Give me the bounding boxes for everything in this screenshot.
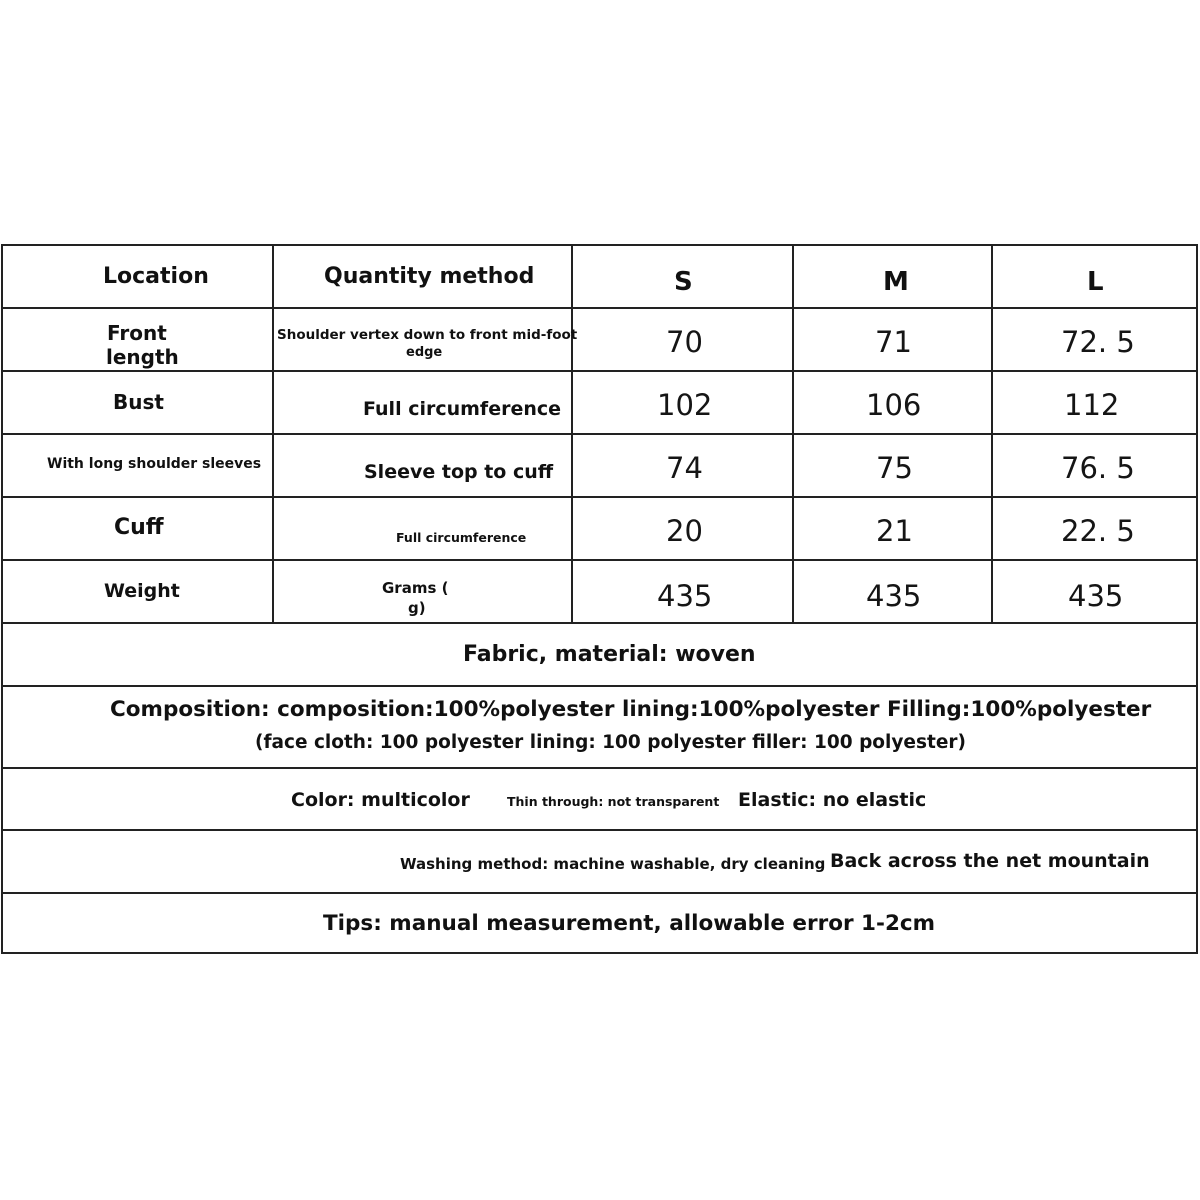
location-cell bbox=[3, 561, 274, 622]
location-cell bbox=[3, 372, 274, 433]
composition-subtext: (face cloth: 100 polyester lining: 100 polyester filler: 100 polyester) bbox=[255, 732, 966, 753]
color-text: Color: multicolor bbox=[291, 789, 470, 811]
thin-text: Thin through: not transparent bbox=[507, 794, 720, 809]
value-l: 435 bbox=[1068, 579, 1124, 613]
value-l: 22. 5 bbox=[1061, 514, 1135, 548]
value-s: 20 bbox=[666, 514, 703, 548]
method-label: Grams ( bbox=[382, 579, 449, 597]
header-cell-location bbox=[3, 246, 274, 307]
method-label: g) bbox=[408, 599, 426, 617]
table-row bbox=[3, 435, 1196, 498]
washing-row bbox=[3, 831, 1196, 894]
method-label: Shoulder vertex down to front mid-foot bbox=[277, 327, 578, 343]
composition-text: Composition: composition:100%polyester lining:100%polyester Filling:100%polyester bbox=[110, 697, 1152, 722]
location-label: Front bbox=[107, 321, 167, 345]
method-cell bbox=[274, 372, 573, 433]
table-row bbox=[3, 561, 1196, 624]
composition-row bbox=[3, 687, 1196, 769]
value-l-cell bbox=[993, 561, 1200, 622]
method-label: Sleeve top to cuff bbox=[364, 461, 554, 483]
value-s-cell bbox=[573, 435, 794, 496]
value-m: 435 bbox=[866, 579, 922, 613]
header-cell-method bbox=[274, 246, 573, 307]
value-s: 102 bbox=[657, 388, 713, 422]
location-label: Weight bbox=[104, 580, 180, 602]
header-method: Quantity method bbox=[324, 264, 535, 289]
value-s: 70 bbox=[666, 325, 703, 359]
value-s: 74 bbox=[666, 451, 703, 485]
value-l: 112 bbox=[1064, 388, 1120, 422]
color-row bbox=[3, 769, 1196, 831]
header-size-s: S bbox=[674, 267, 693, 297]
elastic-text: Elastic: no elastic bbox=[738, 789, 927, 811]
value-m-cell bbox=[794, 498, 993, 559]
header-location: Location bbox=[103, 264, 209, 289]
table-row bbox=[3, 309, 1196, 372]
value-l-cell bbox=[993, 309, 1200, 370]
value-m: 21 bbox=[876, 514, 913, 548]
header-cell-m bbox=[794, 246, 993, 307]
fabric-row bbox=[3, 624, 1196, 687]
washing-text: Washing method: machine washable, dry cleaning bbox=[400, 855, 826, 873]
fabric-text: Fabric, material: woven bbox=[463, 642, 756, 667]
size-chart-table bbox=[1, 244, 1198, 954]
table-header-row bbox=[3, 246, 1196, 309]
value-l: 72. 5 bbox=[1061, 325, 1135, 359]
value-l-cell bbox=[993, 372, 1200, 433]
method-label: Full circumference bbox=[363, 398, 562, 420]
header-cell-l bbox=[993, 246, 1200, 307]
value-s-cell bbox=[573, 498, 794, 559]
tips-row bbox=[3, 894, 1196, 954]
value-l: 76. 5 bbox=[1061, 451, 1135, 485]
location-label: Cuff bbox=[114, 515, 164, 540]
location-cell bbox=[3, 309, 274, 370]
value-m-cell bbox=[794, 435, 993, 496]
value-m-cell bbox=[794, 372, 993, 433]
method-cell bbox=[274, 309, 578, 370]
header-size-m: M bbox=[883, 267, 909, 297]
value-s-cell bbox=[573, 372, 794, 433]
value-s-cell bbox=[573, 309, 794, 370]
value-s: 435 bbox=[657, 579, 713, 613]
method-label: edge bbox=[406, 345, 443, 360]
location-cell bbox=[3, 435, 274, 496]
value-l-cell bbox=[993, 435, 1200, 496]
location-cell bbox=[3, 498, 274, 559]
location-label: Bust bbox=[113, 390, 164, 414]
location-label: With long shoulder sleeves bbox=[47, 456, 262, 472]
table-row bbox=[3, 498, 1196, 561]
header-cell-s bbox=[573, 246, 794, 307]
method-label: Full circumference bbox=[396, 530, 527, 545]
table-row bbox=[3, 372, 1196, 435]
method-cell bbox=[274, 498, 573, 559]
header-size-l: L bbox=[1087, 267, 1104, 297]
value-m-cell bbox=[794, 561, 993, 622]
value-m-cell bbox=[794, 309, 993, 370]
value-l-cell bbox=[993, 498, 1200, 559]
method-cell bbox=[274, 561, 573, 622]
tips-text: Tips: manual measurement, allowable error 1-2cm bbox=[323, 911, 936, 936]
location-label: length bbox=[106, 345, 179, 369]
value-m: 71 bbox=[875, 325, 912, 359]
method-cell bbox=[274, 435, 573, 496]
value-m: 106 bbox=[866, 388, 922, 422]
value-s-cell bbox=[573, 561, 794, 622]
back-text: Back across the net mountain bbox=[830, 850, 1150, 872]
value-m: 75 bbox=[876, 451, 913, 485]
